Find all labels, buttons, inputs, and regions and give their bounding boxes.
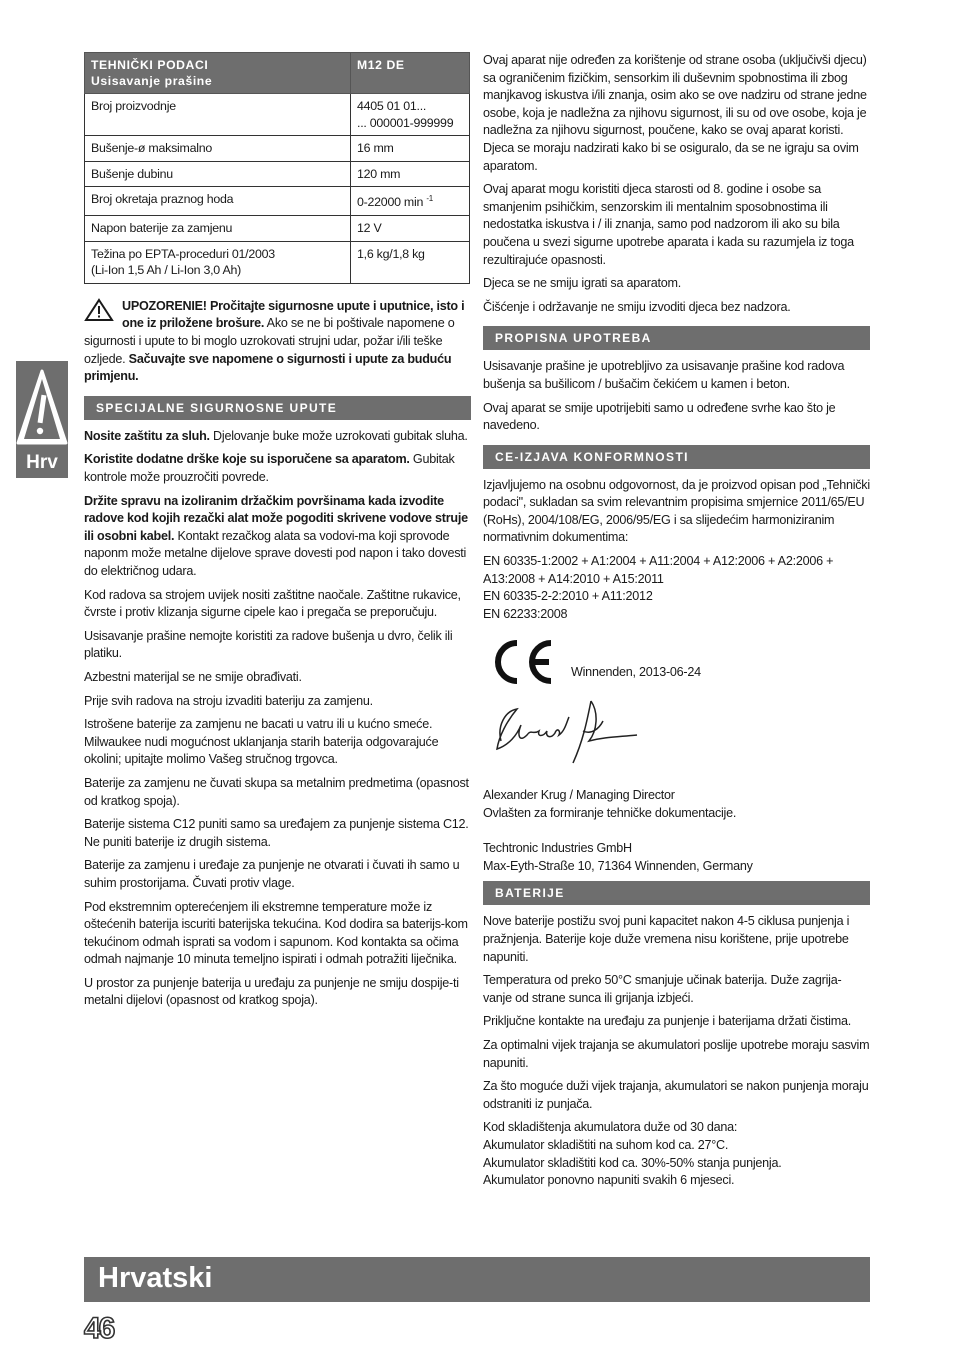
- row-value: 4405 01 01... ... 000001-999999: [351, 94, 470, 136]
- paragraph: Ovaj aparat mogu koristiti djeca starosti od 8. godine i osobe sa smanjenim psihičkim, senzorskim ili mentalnim sposobnostima ili nedostatka iskustva i / ili znanja, samo pod nadzorom ili ako su bila poučena u svezi sigurne upotrebe aparata i kada su razumjela iz toga rezultirajuće opasnosti.: [483, 182, 854, 267]
- row-value: 16 mm: [351, 136, 470, 162]
- table-row: [85, 187, 470, 216]
- warning-icon: [16, 365, 68, 453]
- row-value: 0-22000 min $^{-1}$: [351, 187, 470, 216]
- paragraph: Ovaj aparat nije određen za korištenje od strane osoba (uključivši djecu) sa ograničenim fizičkim, sensorkim ili duševnim spobnostima ili zbog manjkavog iskustva i/ili znanja, osim ako se ove nadziru od strane jedne osobe, koja je nadležna za njihovu sigurnost, ili su od ove osobe, koja je nadležna za njihovu sigurnost, poučene, kako se ovaj aparat koristi. Djeca se moraju nadzirati kako bi se osiguralo, da se ne igraju sa ovim aparatom.: [483, 53, 867, 173]
- paragraph: Nove baterije postižu svoj puni kapacitet nakon 4-5 ciklusa punjenja i pražnjenja. Baterije koje duže vremena nisu korištene, prije upotrebe napuniti.: [483, 914, 850, 964]
- paragraph: Ovaj aparat se smije upotrijebiti samo u određene svrhe kao što je navedeno.: [483, 400, 836, 433]
- left-column: [84, 52, 471, 1016]
- paragraph: Usisavanje prašine nemojte koristiti za radove bušenja u dvro, čelik ili platiku.: [84, 628, 453, 661]
- row-label: Napon baterije za zamjenu: [85, 216, 351, 242]
- footer-title: Hrvatski: [98, 1262, 213, 1294]
- row-value: 1,6 kg/1,8 kg: [351, 241, 470, 283]
- table-row: [85, 216, 470, 242]
- paragraph: Izjavljujemo na osobnu odgovornost, da je proizvod opisan pod „Tehnički podaci", sukladan sa svim relevantnim propisima smjernice 2011/65/EU (RoHs), 2004/108/EG, 2006/95/EG i sa slijedećim harmoniziranim normativnim dokumentima:: [483, 477, 870, 545]
- section-heading-special-safety: SPECIJALNE SIGURNOSNE UPUTE: [84, 396, 471, 420]
- row-value: 120 mm: [351, 161, 470, 187]
- language-tab-label: Hrv: [26, 452, 58, 473]
- row-label: Broj okretaja praznog hoda: [85, 187, 351, 216]
- technical-data-table: [84, 52, 470, 284]
- paragraph: Baterije sistema C12 puniti samo sa uređajem za punjenje sistema C12. Ne puniti baterije iz drugih sistema.: [84, 817, 469, 849]
- paragraph: Nosite zaštitu za sluh. Djelovanje buke može uzrokovati gubitak sluha.: [84, 428, 468, 443]
- paragraph: Za optimalni vijek trajanja se akumulatori poslije upotrebe moraju sasvim napuniti.: [483, 1037, 870, 1070]
- right-column: [483, 52, 870, 1196]
- row-value: 12 V: [351, 216, 470, 242]
- paragraph: Za što moguće duži vijek trajanja, akumulatori se nakon punjenja moraju odstraniti iz punjača.: [483, 1079, 869, 1111]
- paragraph: Temperatura od preko 50°C smanjuje učinak baterija. Duže zagrija-vanje od strane sunca ili grijanja izbjeći.: [483, 973, 842, 1005]
- row-label: Bušenje dubinu: [85, 161, 351, 187]
- paragraph: Prije svih radova na stroju izvaditi bateriju za zamjenu.: [84, 693, 373, 708]
- storage-instructions: Kod skladištenja akumulatora duže od 30 dana: Akumulator skladištiti na suhom kod ca. 27°C. Akumulator skladištiti kod ca. 30%-50% stanja punjenja. Akumulator ponovno napuniti svakih 6 mjeseci.: [483, 1120, 782, 1188]
- standards-list: EN 60335-1:2002 + A1:2004 + A11:2004 + A12:2006 + A2:2006 + A13:2008 + A14:2010 + A15:2011 EN 60335-2-2:2010 + A11:2012 EN 62233:2008: [483, 554, 834, 621]
- paragraph: Istrošene baterije za zamjenu ne bacati u vatru ili u kućno smeće. Milwaukee nudi mogućnost uklanjanja starih baterija odgovarajuće okolini; upitajte molimo Vašeg stručnog trgovca.: [84, 717, 439, 767]
- footer-language-bar: [84, 1257, 870, 1302]
- language-tab: [16, 361, 68, 478]
- paragraph: Držite spravu na izoliranim držačkim površinama kada izvodite radove kod kojih rezački alat može pogoditi skrivene vodove struje ili osobni kabel. Kontakt rezačkog alata sa vodovi-ma koji sprovode naponm može metalne dijelove sprave dovesti pod napon i tako dovesti do električnog udara.: [84, 493, 468, 578]
- paragraph: Čišćenje i održavanje ne smiju izvoditi djeca bez nadzora.: [483, 299, 791, 314]
- table-header-left: TEHNIČKI PODACI Usisavanje prašine: [85, 53, 351, 94]
- row-label: Težina po EPTA-proceduri 01/2003 (Li-Ion 1,5 Ah / Li-Ion 3,0 Ah): [85, 241, 351, 283]
- table-header-right: M12 DE: [351, 53, 470, 94]
- paragraph: U prostor za punjenje baterija u uređaju za punjenje ne smiju dospije-ti metalni dijelovi (opasnost od kratkog spoja).: [84, 975, 459, 1008]
- ce-mark-row: [489, 639, 870, 685]
- paragraph: Koristite dodatne drške koje su isporučene sa aparatom. Gubitak kontrole može prouzročiti povrede.: [84, 452, 455, 485]
- paragraph: Priključne kontakte na uređaju za punjenje i baterijama držati čistima.: [483, 1014, 851, 1029]
- signer: Alexander Krug / Managing Director Ovlašten za formiranje tehničke dokumentacije.: [483, 788, 737, 820]
- ce-mark-icon: [489, 639, 553, 685]
- table-row: [85, 241, 470, 283]
- paragraph: Azbestni materijal se ne smije obrađivati.: [84, 669, 302, 684]
- table-header-row: [85, 53, 470, 94]
- warning-triangle-icon: [84, 298, 114, 322]
- company-address: Techtronic Industries GmbH Max-Eyth-Straße 10, 71364 Winnenden, Germany: [483, 841, 753, 873]
- paragraph: Usisavanje prašine je upotrebljivo za usisavanje prašine kod radova bušenja sa bušilicom / bušačim čekićem u kamen i beton.: [483, 359, 845, 391]
- declaration-place-date: Winnenden, 2013-06-24: [571, 664, 701, 679]
- row-label: Broj proizvodnje: [85, 94, 351, 136]
- paragraph: Kod radova sa strojem uvijek nositi zaštitne naočale. Zaštitne rukavice, čvrste i protiv klizanja sigurne cipele kao i pregača se preporučuju.: [84, 587, 461, 620]
- section-heading-ce-declaration: CE-IZJAVA KONFORMNOSTI: [483, 445, 870, 469]
- paragraph: Baterije za zamjenu ne čuvati skupa sa metalnim predmetima (opasnost od kratkog spoja).: [84, 775, 469, 808]
- paragraph: Djeca se ne smiju igrati sa aparatom.: [483, 276, 681, 291]
- page-number: 46: [84, 1312, 114, 1345]
- section-heading-intended-use: PROPISNA UPOTREBA: [483, 326, 870, 350]
- table-row: [85, 94, 470, 136]
- row-label: Bušenje-ø maksimalno: [85, 136, 351, 162]
- table-row: [85, 161, 470, 187]
- table-row: [85, 136, 470, 162]
- section-heading-batteries: BATERIJE: [483, 881, 870, 905]
- paragraph: Baterije za zamjenu i uređaje za punjenje ne otvarati i čuvati ih samo u suhim prostorijama. Čuvati protiv vlage.: [84, 858, 460, 890]
- general-warning: UPOZORENIE! Pročitajte sigurnosne upute i uputnice, isto i one iz priložene brošure. Ako se ne bi poštivale napomene o sigurnosti i upute to bi moglo uzrokovati strujni udar, požar i/ili teške ozljede. Sačuvajte sve napomene o sigurnosti i upute za buduću primjenu.: [84, 298, 465, 384]
- signature-image: [487, 691, 657, 771]
- paragraph: Pod ekstremnim opterećenjem ili ekstremne temperature može iz oštećenih baterija iscuriti baterijska tekućina. Kod dodira sa baterijs-kom tekućinom odmah isprati sa vodom i sapunom. Kod kontakta sa očima odmah najmanje 10 minuta temeljno ispirati i odmah potražiti liječnika.: [84, 899, 468, 967]
